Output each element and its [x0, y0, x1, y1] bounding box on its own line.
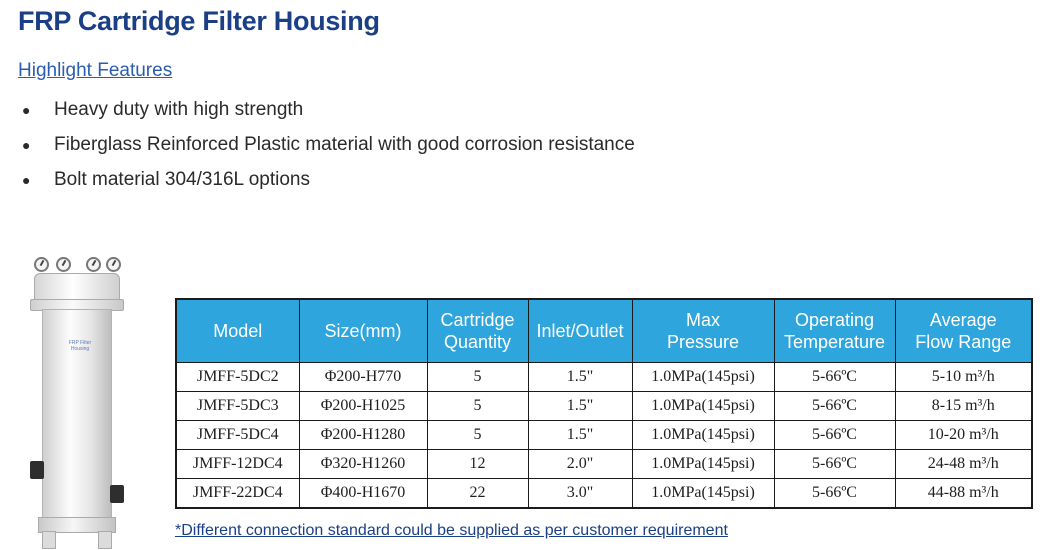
header-inlet-outlet: Inlet/Outlet: [528, 299, 632, 363]
outlet-port-icon: [110, 485, 124, 503]
feature-item: [22, 162, 635, 197]
cell-size: Φ400-H1670: [299, 479, 427, 509]
cell-inlet-outlet: 1.5": [528, 363, 632, 392]
cell-pressure: 1.0MPa(145psi): [632, 450, 774, 479]
product-label: FRP Filter Housing: [68, 340, 92, 352]
cell-temperature: 5-66ºC: [774, 479, 895, 509]
cell-temperature: 5-66ºC: [774, 450, 895, 479]
bullet-icon: ●: [22, 101, 31, 118]
cell-flow-range: 44-88 m³/h: [895, 479, 1032, 509]
cell-flow-range: 5-10 m³/h: [895, 363, 1032, 392]
header-cartridge-quantity: Cartridge Quantity: [427, 299, 528, 363]
cell-size: Φ320-H1260: [299, 450, 427, 479]
cell-quantity: 22: [427, 479, 528, 509]
bullet-icon: ●: [22, 136, 31, 153]
cell-size: Φ200-H1280: [299, 421, 427, 450]
cell-temperature: 5-66ºC: [774, 363, 895, 392]
cell-temperature: 5-66ºC: [774, 392, 895, 421]
table-row: [176, 450, 1032, 479]
cell-quantity: 5: [427, 392, 528, 421]
inlet-port-icon: [30, 461, 44, 479]
cell-pressure: 1.0MPa(145psi): [632, 363, 774, 392]
features-list: [22, 92, 635, 197]
header-average-flow-range: Average Flow Range: [895, 299, 1032, 363]
cell-inlet-outlet: 1.5": [528, 392, 632, 421]
pressure-gauge-icon: [56, 257, 71, 272]
cell-pressure: 1.0MPa(145psi): [632, 479, 774, 509]
cell-inlet-outlet: 3.0": [528, 479, 632, 509]
pressure-gauge-icon: [86, 257, 101, 272]
cell-inlet-outlet: 1.5": [528, 421, 632, 450]
cell-inlet-outlet: 2.0": [528, 450, 632, 479]
housing-foot: [42, 531, 56, 549]
cell-temperature: 5-66ºC: [774, 421, 895, 450]
page-title: FRP Cartridge Filter Housing: [18, 6, 380, 36]
bullet-icon: ●: [22, 171, 31, 188]
cell-quantity: 12: [427, 450, 528, 479]
pressure-gauge-icon: [106, 257, 121, 272]
cell-model: JMFF-5DC4: [176, 421, 299, 450]
table-row: [176, 479, 1032, 509]
cell-model: JMFF-22DC4: [176, 479, 299, 509]
feature-text: Bolt material 304/316L options: [54, 168, 310, 190]
header-max-pressure: Max Pressure: [632, 299, 774, 363]
cell-flow-range: 10-20 m³/h: [895, 421, 1032, 450]
cell-model: JMFF-5DC2: [176, 363, 299, 392]
table-header-row: [176, 299, 1032, 363]
header-model: Model: [176, 299, 299, 363]
feature-text: Fiberglass Reinforced Plastic material with good corrosion resistance: [54, 133, 635, 155]
housing-foot: [98, 531, 112, 549]
feature-item: [22, 127, 635, 162]
cell-flow-range: 8-15 m³/h: [895, 392, 1032, 421]
cell-size: Φ200-H770: [299, 363, 427, 392]
header-operating-temperature: Operating Temperature: [774, 299, 895, 363]
table-row: [176, 421, 1032, 450]
cell-model: JMFF-12DC4: [176, 450, 299, 479]
cell-quantity: 5: [427, 363, 528, 392]
table-row: [176, 363, 1032, 392]
housing-body: [42, 309, 112, 521]
filter-housing-image: [28, 255, 128, 550]
pressure-gauge-icon: [34, 257, 49, 272]
cell-pressure: 1.0MPa(145psi): [632, 392, 774, 421]
cell-pressure: 1.0MPa(145psi): [632, 421, 774, 450]
highlight-features-heading: Highlight Features: [18, 60, 173, 81]
feature-text: Heavy duty with high strength: [54, 98, 304, 120]
cell-model: JMFF-5DC3: [176, 392, 299, 421]
spec-table: [175, 298, 1033, 509]
cell-flow-range: 24-48 m³/h: [895, 450, 1032, 479]
cell-size: Φ200-H1025: [299, 392, 427, 421]
table-row: [176, 392, 1032, 421]
header-size: Size(mm): [299, 299, 427, 363]
feature-item: [22, 92, 635, 127]
footnote: *Different connection standard could be supplied as per customer requirement: [175, 522, 728, 539]
cell-quantity: 5: [427, 421, 528, 450]
